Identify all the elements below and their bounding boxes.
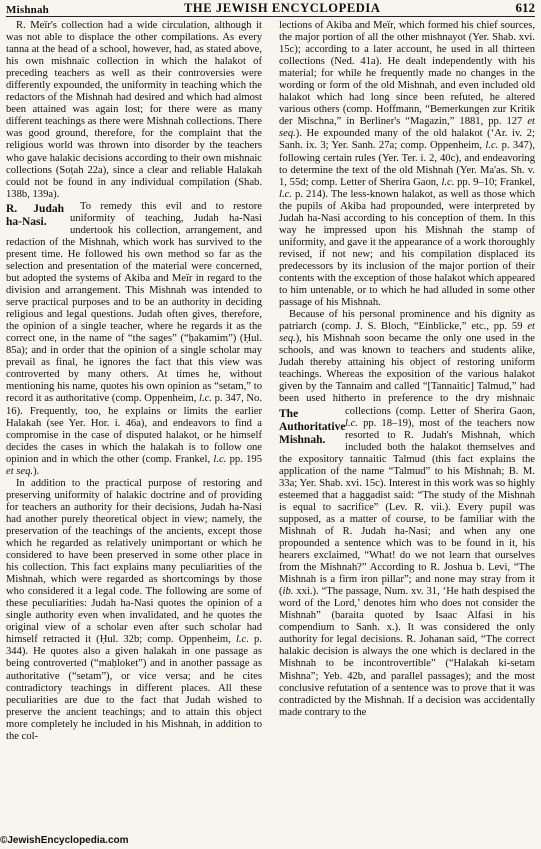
paragraph: lections of Akiba and Meïr, which formed his chief sources, the major portion of all the other mishnayot (Yer. Shab. xvi. 15c); according to a later account, he used in all thirteen collections (Ned. 41a). He dealt independently with his material; for while he frequently made no changes in the wording or form of the old Mishnah, and even included old halakot which had long since been refuted, he altered various others (comp. Hoffmann, “Bemerkungen zur Kritik der Mischna,” in Berliner's “Magazin,” 1881, pp. 127 et seq.). He expounded many of the old halakot (‘Ar. iv. 2; Sanh. ix. 3; Yer. Sanh. 27a; comp. Oppenheim, l.c. p. 347), following certain rules (Yer. Ter. i. 2, 40c), and endeavoring to determine the text of the old Mishnah (Yer. Ma'as. Sh. v. 1, 55d; comp. Letter of Sherira Gaon, l.c. pp. 9–10; Frankel, l.c. p. 214). The less-known halakot, as well as those which the pupils of Akiba had propounded, were interpreted by Judah ha-Nasi according to his conception of them. In this way he impressed upon his Mishnah the stamp of uniformity, and gave it the appearance of a work thoroughly revised, if not new; and his compilation displaced its predecessors by its inclusion of the major portion of their contents with the exception of those halakot which appeared to him untenable, or to which he had alluded in some other passage of his Mishnah. bbox=[279, 20, 535, 309]
left-column bbox=[6, 20, 262, 832]
copyright-credit: ©JewishEncyclopedia.com bbox=[0, 835, 129, 846]
sidenote-authoritative-mishnah: The Authoritative Mishnah. bbox=[279, 407, 346, 446]
sidenote-r-judah-ha-nasi: R. Judah ha-Nasi. bbox=[6, 202, 64, 228]
running-head-article: Mishnah bbox=[6, 4, 49, 16]
running-head-title: THE JEWISH ENCYCLOPEDIA bbox=[184, 1, 381, 15]
page-header bbox=[6, 0, 535, 17]
paragraph: In addition to the practical purpose of restoring and preserving uniformity of halakic doctrine and of providing for teachers an authority for their decisions, Judah ha-Nasi had another purely theoretical object in view; namely, the preservation of the teachings of the ancients, except those which he regarded as relatively unimportant or which he considered to have been preserved in some other place in his collection. This fact explains many peculiarities of the Mishnah, which were regarded as shortcomings by those who considered it a legal code. The following are some of these peculiarities: Judah ha-Nasi quotes the opinion of a single authority even when invalidated, and he quotes the original view of a scholar even after such scholar had himself retracted it (Ḥul. 32b; comp. Oppenheim, l.c. p. 344). He quotes also a given halakah in one passage as being controverted (“maḥloket”) and in another passage as authoritative (“setam”), or vice versa; and he cites contradictory teachings in different places. All these peculiarities are due to the fact that Judah wished to preserve the ancient teachings; and to attain this object more completely he included in his Mishnah, in addition to the col- bbox=[6, 477, 262, 742]
page-number: 612 bbox=[515, 0, 535, 15]
paragraph: R. Meïr's collection had a wide circulation, although it was not able to displace the other compilations. As every tanna at the head of a school, however, had, as stated above, his own mishnaic collection in which the halakot of preceding teachers as well as their controversies were differently expounded, the uniformity in teaching which the redactors of the Mishnah had desired and which had almost been attained was again lost; for there were as many different teachings as there were Mishnah collections. There was good ground, therefore, for the complaint that the religious world was thrown into disorder by the teachers who gave halakic decisions according to their own mishnaic collections (Soṭah 22a), since a clear and reliable Halakah could not be found in any individual compilation (Shab. 138b, 139a). bbox=[6, 20, 262, 200]
paragraph: Because of his personal prominence and his dignity as patriarch (comp. J. S. Bloch, “Einblicke,” etc., pp. 59 et seq.), his Mishnah soon became the only one used in the schools, and was known to teachers and students alike, Judah thereby attaining his object of restoring uniform teachings. Whereas the exposition of the various halakot given by the Tannaim and called “[Tannaitic] Talmud,” had been used hitherto in preference to the dry mishnaic collections (comp. Letter of Sherira Gaon, The Authoritative Mishnah. l.c. pp. 18–19), most of the teachers now resorted to R. Judah's Mishnah, which included both the halakot themselves and the expository tannaitic Talmud (this fact explains the application of the name “Talmud” to his Mishnah; B. M. 33a; Yer. Shab. xvi. 15c). Interest in this work was so highly esteemed that a haggadist said: “The study of the Mishnah is equal to sacrifice” (Lev. R. vii.). Every pupil was supposed, as a matter of course, to be familiar with the Mishnah of R. Judah ha-Nasi; and when any one propounded a sentence which was to be found in it, his hearers exclaimed, “What! do we not learn that ourselves from the Mishnah?” According to R. Joshua b. Levi, “The Mishnah is a firm iron pillar”; and none may stray from it (ib. xxi.). “The passage, Num. xv. 31, ‘He hath despised the word of the Lord,’ denotes him who does not consider the Mishnah” (baraita quoted by Isaac Alfasi in his compendium to Sanh. x.). It was considered the only authority for legal decisions. R. Johanan said, “The correct halakic decision is always the one which is declared in the Mishnah to be incontrovertible” (“Halakah ki-setam Mishna”; Yeb. 42b, and parallel passages); and the most conclusive refutation of a sentence was to prove that it was contradicted by the Mishnah. If a decision was accidentally made contrary to the bbox=[279, 309, 535, 718]
right-column bbox=[279, 20, 535, 832]
paragraph: R. Judah ha-Nasi. To remedy this evil and to restore uniformity of teaching, Judah ha-Nasi undertook his collection, arrangement, and redaction of the Mishnah, which work has survived to the present time. He followed his own method so far as the selection and presentation of the material were concerned, but adopted the systems of Akiba and Meïr in regard to the division and arrangement. This Mishnah was intended to serve practical purposes and to be an authority in deciding religious and legal questions. Judah often gives, therefore, the opinion of a single teacher, where he regards it as the correct one, in the name of “the sages” (“ḥakamim”) (Ḥul. 85a); and in order that the opinion of a single scholar may prevail as final, he ignores the fact that this view was controverted by many others. At times he, without mentioning his name, quotes his own opinion as “setam,” to record it as authoritative (comp. Oppenheim, l.c. p. 347, No. 16). Frequently, too, he explains or limits the earlier Halakah (see Yer. Hor. i. 46a), and endeavors to find a compromise in the case of disputed halakot, or he himself decides the cases in which the halakah is to follow one opinion and in which the other (comp. Frankel, l.c. pp. 195 et seq.). bbox=[6, 200, 262, 477]
